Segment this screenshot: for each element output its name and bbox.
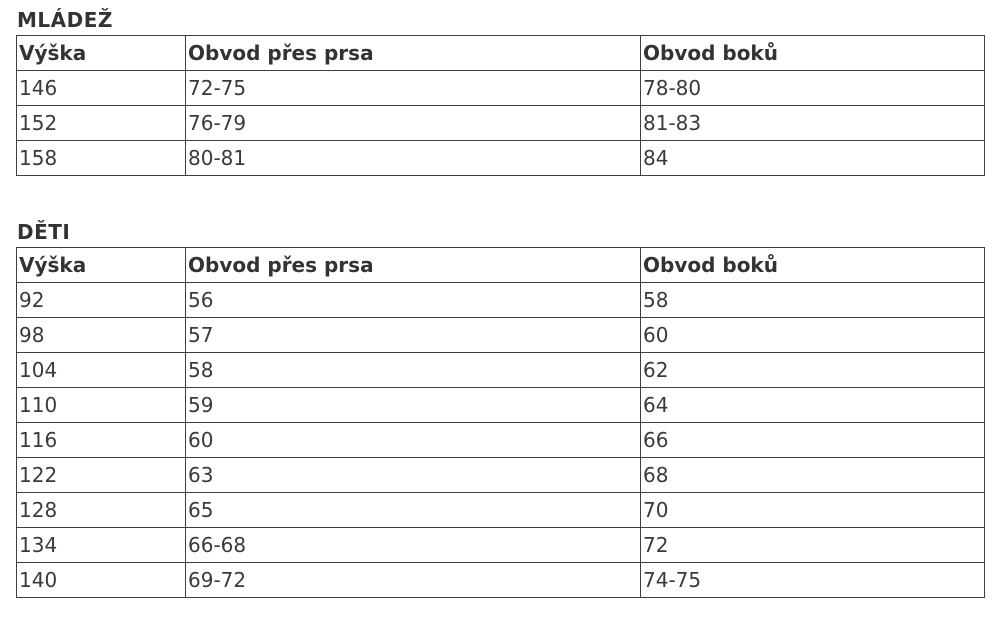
cell-height: 92 <box>17 283 186 318</box>
cell-hips: 58 <box>641 283 985 318</box>
cell-hips: 64 <box>641 388 985 423</box>
cell-height: 116 <box>17 423 186 458</box>
column-header-height: Výška <box>17 36 186 71</box>
table-row <box>17 318 985 353</box>
section-deti <box>16 218 984 598</box>
cell-chest: 76-79 <box>186 106 641 141</box>
cell-hips: 81-83 <box>641 106 985 141</box>
cell-hips: 68 <box>641 458 985 493</box>
column-header-chest: Obvod přes prsa <box>186 248 641 283</box>
table-row <box>17 283 985 318</box>
cell-chest: 57 <box>186 318 641 353</box>
cell-height: 98 <box>17 318 186 353</box>
cell-height: 146 <box>17 71 186 106</box>
cell-height: 104 <box>17 353 186 388</box>
table-header-row <box>17 36 985 71</box>
table-row <box>17 493 985 528</box>
cell-hips: 66 <box>641 423 985 458</box>
table-row <box>17 563 985 598</box>
section-mladez <box>16 6 984 176</box>
section-title: MLÁDEŽ <box>17 8 113 32</box>
table-row <box>17 458 985 493</box>
table-row <box>17 388 985 423</box>
cell-chest: 59 <box>186 388 641 423</box>
cell-chest: 69-72 <box>186 563 641 598</box>
cell-height: 152 <box>17 106 186 141</box>
cell-height: 140 <box>17 563 186 598</box>
cell-height: 110 <box>17 388 186 423</box>
cell-hips: 60 <box>641 318 985 353</box>
cell-chest: 80-81 <box>186 141 641 176</box>
cell-chest: 72-75 <box>186 71 641 106</box>
cell-height: 128 <box>17 493 186 528</box>
cell-chest: 66-68 <box>186 528 641 563</box>
cell-hips: 70 <box>641 493 985 528</box>
cell-height: 158 <box>17 141 186 176</box>
size-table-deti <box>16 247 985 598</box>
cell-hips: 62 <box>641 353 985 388</box>
column-header-hips: Obvod boků <box>641 36 985 71</box>
cell-chest: 56 <box>186 283 641 318</box>
table-row <box>17 106 985 141</box>
section-title: DĚTI <box>17 220 71 244</box>
cell-chest: 65 <box>186 493 641 528</box>
cell-hips: 84 <box>641 141 985 176</box>
column-header-height: Výška <box>17 248 186 283</box>
table-row <box>17 71 985 106</box>
table-header-row <box>17 248 985 283</box>
table-row <box>17 141 985 176</box>
cell-chest: 63 <box>186 458 641 493</box>
cell-hips: 72 <box>641 528 985 563</box>
column-header-chest: Obvod přes prsa <box>186 36 641 71</box>
table-row <box>17 423 985 458</box>
size-table-mladez <box>16 35 985 176</box>
table-row <box>17 353 985 388</box>
cell-height: 134 <box>17 528 186 563</box>
table-row <box>17 528 985 563</box>
cell-height: 122 <box>17 458 186 493</box>
column-header-hips: Obvod boků <box>641 248 985 283</box>
cell-chest: 60 <box>186 423 641 458</box>
cell-chest: 58 <box>186 353 641 388</box>
cell-hips: 78-80 <box>641 71 985 106</box>
cell-hips: 74-75 <box>641 563 985 598</box>
